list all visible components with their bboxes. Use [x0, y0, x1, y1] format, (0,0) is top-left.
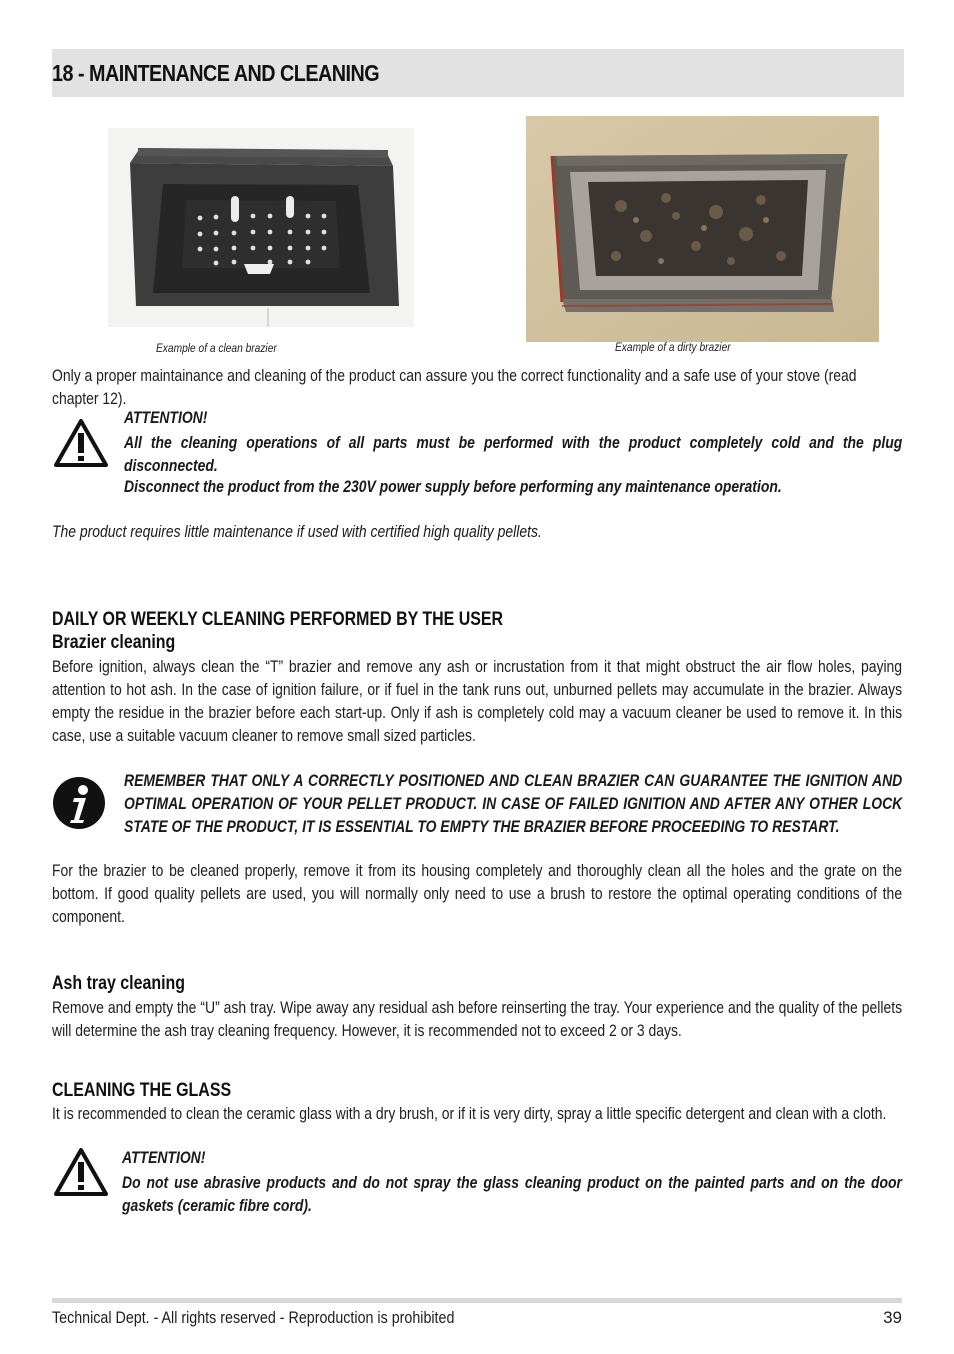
brazier-cleaning-paragraph [52, 860, 902, 929]
intro-paragraph [52, 365, 902, 411]
info-icon [52, 776, 106, 830]
footer-copyright: Technical Dept. - All rights reserved - Reproduction is prohibited [52, 1308, 455, 1327]
brazier-cleaning-text: For the brazier to be cleaned properly, remove it from its housing completely and thoroughly clean all the holes and the grate on the bottom. If good quality pellets are used, you will normally only need to use a brush to restore the optimal operating conditions of the component. [52, 862, 903, 926]
section-header [52, 49, 904, 97]
attention-text-1b: Disconnect the product from the 230V power supply before performing any maintenance operation. [124, 478, 782, 496]
clean-brazier-caption: Example of a clean brazier [156, 341, 277, 355]
ash-tray-paragraph [52, 997, 902, 1043]
attention-label-2: ATTENTION! [122, 1149, 206, 1167]
warning-icon-2 [53, 1147, 109, 1197]
info-note: REMEMBER THAT ONLY A CORRECTLY POSITIONED AND CLEAN BRAZIER CAN GUARANTEE THE IGNITION AND OPTIMAL OPERATION OF YOUR PELLET PRODUCT. IN CASE OF FAILED IGNITION AND AFTER ANY OTHER LOCK STATE OF THE PRODUCT, IT IS ESSENTIAL TO EMPTY THE BRAZIER BEFORE PROCEEDING TO RESTART. [124, 772, 903, 836]
attention-text-2: Do not use abrasive products and do not spray the glass cleaning product on the painted parts and on the door gaskets (ceramic fibre cord). [122, 1174, 902, 1215]
brazier-cleaning-subheading: Brazier cleaning [52, 632, 176, 653]
attention-label-1: ATTENTION! [124, 409, 208, 427]
intro-text: Only a proper maintainance and cleaning of the product can assure you the correct functionality and a safe use of your stove (read chapter 12). [52, 367, 857, 408]
brazier-paragraph [52, 656, 902, 748]
pellet-note: The product requires little maintenance if used with certified high quality pellets. [52, 523, 542, 541]
ash-tray-text: Remove and empty the “U” ash tray. Wipe away any residual ash before reinserting the tray. Your experience and the quality of the pellets will determine the ash tray cleaning frequency. However, it is recommended not to exceed 2 or 3 days. [52, 999, 903, 1040]
dirty-brazier-caption: Example of a dirty brazier [615, 340, 731, 354]
glass-text: It is recommended to clean the ceramic glass with a dry brush, or if it is very dirty, spray a little specific detergent and clean with a cloth. [52, 1105, 887, 1123]
section-title: 18 - MAINTENANCE AND CLEANING [52, 60, 380, 86]
attention-text-1: All the cleaning operations of all parts must be performed with the product completely cold and the plug disconnected. [124, 434, 903, 475]
clean-brazier-photo [108, 128, 414, 327]
daily-cleaning-heading: DAILY OR WEEKLY CLEANING PERFORMED BY THE USER [52, 609, 504, 630]
glass-heading: CLEANING THE GLASS [52, 1080, 232, 1101]
page-number: 39 [883, 1308, 902, 1327]
brazier-text: Before ignition, always clean the “T” brazier and remove any ash or incrustation from it that might obstruct the air flow holes, paying attention to hot ash. In the case of ignition failure, or if fuel in the tank runs out, unburned pellets may accumulate in the brazier. Always empty the residue in the brazier before each start-up. Only if ash is completely cold may a vacuum cleaner be used to remove it. In this case, use a suitable vacuum cleaner to remove small sized particles. [52, 658, 903, 745]
footer-rule [52, 1298, 902, 1303]
ash-tray-heading: Ash tray cleaning [52, 973, 186, 994]
glass-paragraph [52, 1103, 902, 1126]
dirty-brazier-photo [526, 116, 879, 342]
warning-icon [53, 418, 109, 468]
